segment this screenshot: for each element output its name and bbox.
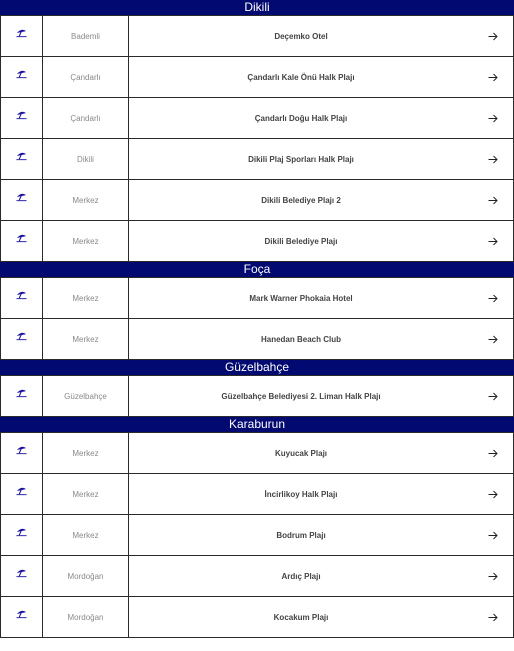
arrow-right-icon[interactable] (473, 319, 513, 359)
district-label: Mordoğan (43, 556, 129, 596)
beach-umbrella-icon (1, 139, 43, 179)
beach-name[interactable]: Kuyucak Plajı (274, 448, 328, 458)
arrow-right-icon[interactable] (473, 556, 513, 596)
list-item[interactable] (0, 15, 514, 57)
list-item[interactable] (0, 597, 514, 638)
arrow-right-icon[interactable] (473, 180, 513, 220)
list-item[interactable] (0, 180, 514, 221)
list-item[interactable] (0, 375, 514, 417)
district-label: Çandarlı (43, 57, 129, 97)
list-item[interactable] (0, 57, 514, 98)
district-label: Merkez (43, 180, 129, 220)
district-label: Mordoğan (43, 597, 129, 637)
arrow-right-icon[interactable] (473, 474, 513, 514)
arrow-right-icon[interactable] (473, 376, 513, 416)
beach-name[interactable]: Bodrum Plajı (276, 530, 326, 540)
district-label: Dikili (43, 139, 129, 179)
group-header: Foça (0, 262, 514, 277)
beach-name[interactable]: Dikili Plaj Sporları Halk Plajı (248, 154, 354, 164)
district-label: Güzelbahçe (43, 376, 129, 416)
district-label: Çandarlı (43, 98, 129, 138)
beach-umbrella-icon (1, 57, 43, 97)
beach-umbrella-icon (1, 221, 43, 261)
district-label: Merkez (43, 474, 129, 514)
group-header: Karaburun (0, 417, 514, 432)
beach-name[interactable]: Dikili Belediye Plajı 2 (261, 195, 341, 205)
beach-umbrella-icon (1, 556, 43, 596)
district-label: Merkez (43, 278, 129, 318)
list-item[interactable] (0, 277, 514, 319)
list-item[interactable] (0, 515, 514, 556)
beach-umbrella-icon (1, 515, 43, 555)
beach-name[interactable]: Hanedan Beach Club (260, 334, 341, 344)
beach-name[interactable]: Kocakum Plajı (273, 612, 329, 622)
district-label: Merkez (43, 515, 129, 555)
beach-name[interactable]: Çandarlı Kale Önü Halk Plajı (247, 72, 355, 82)
beach-umbrella-icon (1, 433, 43, 473)
beach-umbrella-icon (1, 474, 43, 514)
district-label: Bademli (43, 16, 129, 56)
beach-name[interactable]: Ardıç Plajı (281, 571, 321, 581)
beach-umbrella-icon (1, 376, 43, 416)
beach-umbrella-icon (1, 98, 43, 138)
beach-umbrella-icon (1, 597, 43, 637)
arrow-right-icon[interactable] (473, 221, 513, 261)
arrow-right-icon[interactable] (473, 16, 513, 56)
beach-name[interactable]: Güzelbahçe Belediyesi 2. Liman Halk Plajı (221, 391, 381, 401)
beach-name[interactable]: Dikili Belediye Plajı (264, 236, 338, 246)
group-header: Dikili (0, 0, 514, 15)
arrow-right-icon[interactable] (473, 98, 513, 138)
district-label: Merkez (43, 319, 129, 359)
beach-umbrella-icon (1, 319, 43, 359)
beach-name[interactable]: Mark Warner Phokaia Hotel (249, 293, 353, 303)
arrow-right-icon[interactable] (473, 515, 513, 555)
list-item[interactable] (0, 221, 514, 262)
list-item[interactable] (0, 139, 514, 180)
list-item[interactable] (0, 474, 514, 515)
beach-name[interactable]: İncirlikoy Halk Plajı (264, 489, 338, 499)
list-item[interactable] (0, 319, 514, 360)
list-item[interactable] (0, 98, 514, 139)
beach-umbrella-icon (1, 278, 43, 318)
beach-umbrella-icon (1, 180, 43, 220)
arrow-right-icon[interactable] (473, 57, 513, 97)
list-item[interactable] (0, 556, 514, 597)
arrow-right-icon[interactable] (473, 139, 513, 179)
district-label: Merkez (43, 221, 129, 261)
district-label: Merkez (43, 433, 129, 473)
beach-name[interactable]: Deçemko Otel (274, 31, 328, 41)
arrow-right-icon[interactable] (473, 597, 513, 637)
list-item[interactable] (0, 432, 514, 474)
arrow-right-icon[interactable] (473, 433, 513, 473)
beach-umbrella-icon (1, 16, 43, 56)
beach-name[interactable]: Çandarlı Doğu Halk Plajı (254, 113, 348, 123)
arrow-right-icon[interactable] (473, 278, 513, 318)
group-header: Güzelbahçe (0, 360, 514, 375)
